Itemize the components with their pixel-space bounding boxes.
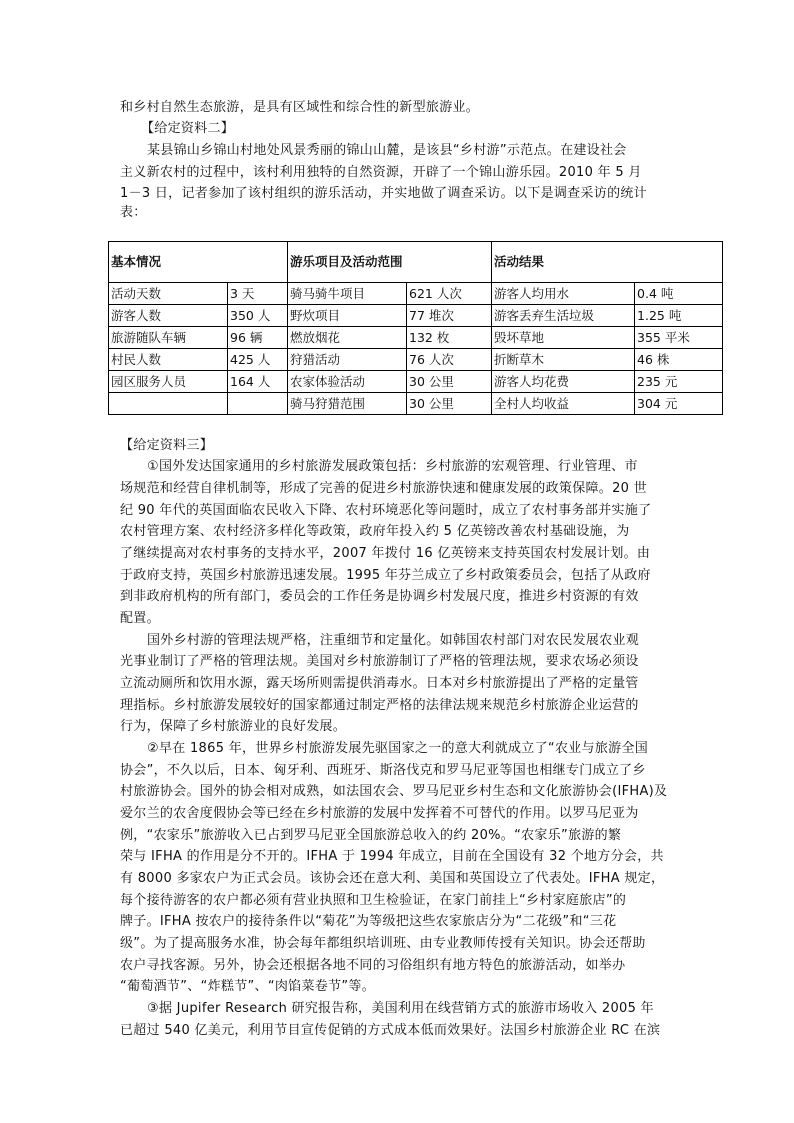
table-cell: 毁坏草地 <box>492 327 635 349</box>
material-3-line: “葡萄酒节”、“炸糕节”、“肉馅菜卷节”等。 <box>120 979 376 994</box>
table-cell: 355 平米 <box>635 327 723 349</box>
table-cell: 621 人次 <box>407 283 492 305</box>
table-cell: 旅游随队车辆 <box>109 327 228 349</box>
table-cell: 235 元 <box>635 371 723 393</box>
material-2-line: 表： <box>120 205 147 220</box>
table-row <box>109 371 723 393</box>
material-3-line: 场规范和经营自律机制等，形成了完善的促进乡村旅游快速和健康发展的政策保障。20 世 <box>120 481 647 496</box>
table-cell: 骑马狩猎范围 <box>288 393 407 415</box>
table-cell: 1.25 吨 <box>635 305 723 327</box>
table-cell: 132 枚 <box>407 327 492 349</box>
material-2-heading: 【给定资料二】 <box>141 121 235 136</box>
material-3-line: 例，“农家乐”旅游收入已占到罗马尼亚全国旅游总收入的约 20%。“农家乐”旅游的繁 <box>120 828 622 843</box>
material-3-line: 国外乡村游的管理法规严格，注重细节和定量化。如韩国农村部门对农民发展农业观 <box>147 633 640 648</box>
table-cell: 96 辆 <box>228 327 288 349</box>
table-cell: 游客人均用水 <box>492 283 635 305</box>
material-2-line: 1－3 日，记者参加了该村组织的游乐活动，并实地做了调查采访。以下是调查采访的统计 <box>120 186 647 201</box>
table-cell: 350 人 <box>228 305 288 327</box>
table-cell: 燃放烟花 <box>288 327 407 349</box>
material-3-line: 村旅游协会。国外的协会相对成熟，如法国农会、罗马尼亚乡村生态和文化旅游协会(IFHA)及 <box>120 784 668 799</box>
table-cell: 30 公里 <box>407 371 492 393</box>
material-3-line: 已超过 540 亿美元，利用节目宣传促销的方式成本低而效果好。法国乡村旅游企业 RC 在滨 <box>120 1023 661 1038</box>
material-3-line: ③据 Jupifer Research 研究报告称，美国利用在线营销方式的旅游市场收入 2005 年 <box>147 1001 654 1016</box>
table-cell: 164 人 <box>228 371 288 393</box>
table-cell: 园区服务人员 <box>109 371 228 393</box>
table-header-cell: 基本情况 <box>109 242 288 283</box>
material-3-line: 到非政府机构的所有部门，委员会的工作任务是协调乡村发展尺度，推进乡村资源的有效 <box>120 589 639 604</box>
table-cell: 46 株 <box>635 349 723 371</box>
table-cell: 全村人均收益 <box>492 393 635 415</box>
material-2-line: 主义新农村的过程中，该村利用独特的自然资源，开辟了一个锦山游乐园。2010 年 5 月 <box>120 165 642 180</box>
table-cell: 30 公里 <box>407 393 492 415</box>
material-3-line: 农村管理方案、农村经济多样化等政策，政府年投入约 5 亿英镑改善农村基础设施，为 <box>120 524 630 539</box>
table-cell <box>109 393 228 415</box>
material-3-line: 光事业制订了严格的管理法规。美国对乡村旅游制订了严格的管理法规，要求农场必须设 <box>120 654 639 669</box>
table-row <box>109 393 723 415</box>
material-3-line: 纪 90 年代的英国面临农民收入下降、农村环境恶化等问题时，成立了农村事务部并实施了 <box>120 503 652 518</box>
material-3-line: 级”。为了提高服务水准，协会每年都组织培训班、由专业教师传授有关知识。协会还帮助 <box>120 936 646 951</box>
material-3-line: 立流动厕所和饮用水源，露天场所则需提供消毒水。日本对乡村旅游提出了严格的定量管 <box>120 676 639 691</box>
table-cell: 游客人均花费 <box>492 371 635 393</box>
table-cell: 折断草木 <box>492 349 635 371</box>
table-cell: 农家体验活动 <box>288 371 407 393</box>
survey-statistics-table <box>108 241 723 415</box>
material-3-line: 理指标。乡村旅游发展较好的国家都通过制定严格的法律法规来规范乡村旅游企业运营的 <box>120 698 639 713</box>
table-row <box>109 327 723 349</box>
material-3-line: 爱尔兰的农舍度假协会等已经在乡村旅游的发展中发挥着不可替代的作用。以罗马尼亚为 <box>120 806 639 821</box>
table-row <box>109 305 723 327</box>
table-header-cell: 游乐项目及活动范围 <box>288 242 492 283</box>
table-cell: 0.4 吨 <box>635 283 723 305</box>
table-cell: 76 人次 <box>407 349 492 371</box>
material-3-line: 有 8000 多家农户为正式会员。该协会还在意大利、美国和英国设立了代表处。IFHA 规定， <box>120 871 665 886</box>
table-cell: 村民人数 <box>109 349 228 371</box>
table-row <box>109 349 723 371</box>
material-3-line: 每个接待游客的农户都必须有营业执照和卫生检验证，在家门前挂上“乡村家庭旅店”的 <box>120 893 627 908</box>
material-3-line: 协会”，不久以后，日本、匈牙利、西班牙、斯洛伐克和罗马尼亚等国也相继专门成立了乡 <box>120 763 646 778</box>
material-3-line: 荣与 IFHA 的作用是分不开的。IFHA 于 1994 年成立，目前在全国设有 32 个地方分会，共 <box>120 849 664 864</box>
table-cell: 游客丢弃生活垃圾 <box>492 305 635 327</box>
material-3-line: 配置。 <box>120 611 160 626</box>
table-cell: 骑马骑牛项目 <box>288 283 407 305</box>
material-3-line: 行为，保障了乡村旅游业的良好发展。 <box>120 719 347 734</box>
material-3-heading: 【给定资料三】 <box>120 438 214 453</box>
table-cell: 304 元 <box>635 393 723 415</box>
material-3-line: 农户寻找客源。另外，协会还根据各地不同的习俗组织有地方特色的旅游活动，如举办 <box>120 958 626 973</box>
material-3-line: 于政府支持，英国乡村旅游迅速发展。1995 年芬兰成立了乡村政策委员会，包括了从政府 <box>120 568 651 583</box>
material-3-line: ①国外发达国家通用的乡村旅游发展政策包括：乡村旅游的宏观管理、行业管理、市 <box>147 459 638 474</box>
table-cell: 活动天数 <box>109 283 228 305</box>
intro-line: 和乡村自然生态旅游，是具有区域性和综合性的新型旅游业。 <box>120 100 480 115</box>
table-header-cell: 活动结果 <box>492 242 723 283</box>
table-cell: 425 人 <box>228 349 288 371</box>
table-cell: 3 天 <box>228 283 288 305</box>
table-row <box>109 283 723 305</box>
table-cell: 77 堆次 <box>407 305 492 327</box>
table-header-row <box>109 242 723 283</box>
material-3-line: 了继续提高对农村事务的支持水平，2007 年拨付 16 亿英镑来支持英国农村发展计划。由 <box>120 546 651 561</box>
material-2-line: 某县锦山乡锦山村地处风景秀丽的锦山山麓，是该县“乡村游”示范点。在建设社会 <box>147 143 627 158</box>
material-3-line: ②早在 1865 年，世界乡村旅游发展先驱国家之一的意大利就成立了“农业与旅游全国 <box>147 741 649 756</box>
table-cell <box>228 393 288 415</box>
table-cell: 野炊项目 <box>288 305 407 327</box>
material-3-line: 牌子。IFHA 按农户的接待条件以“菊花”为等级把这些农家旅店分为“二花级”和“三花 <box>120 914 617 929</box>
table-cell: 游客人数 <box>109 305 228 327</box>
table-cell: 狩猎活动 <box>288 349 407 371</box>
